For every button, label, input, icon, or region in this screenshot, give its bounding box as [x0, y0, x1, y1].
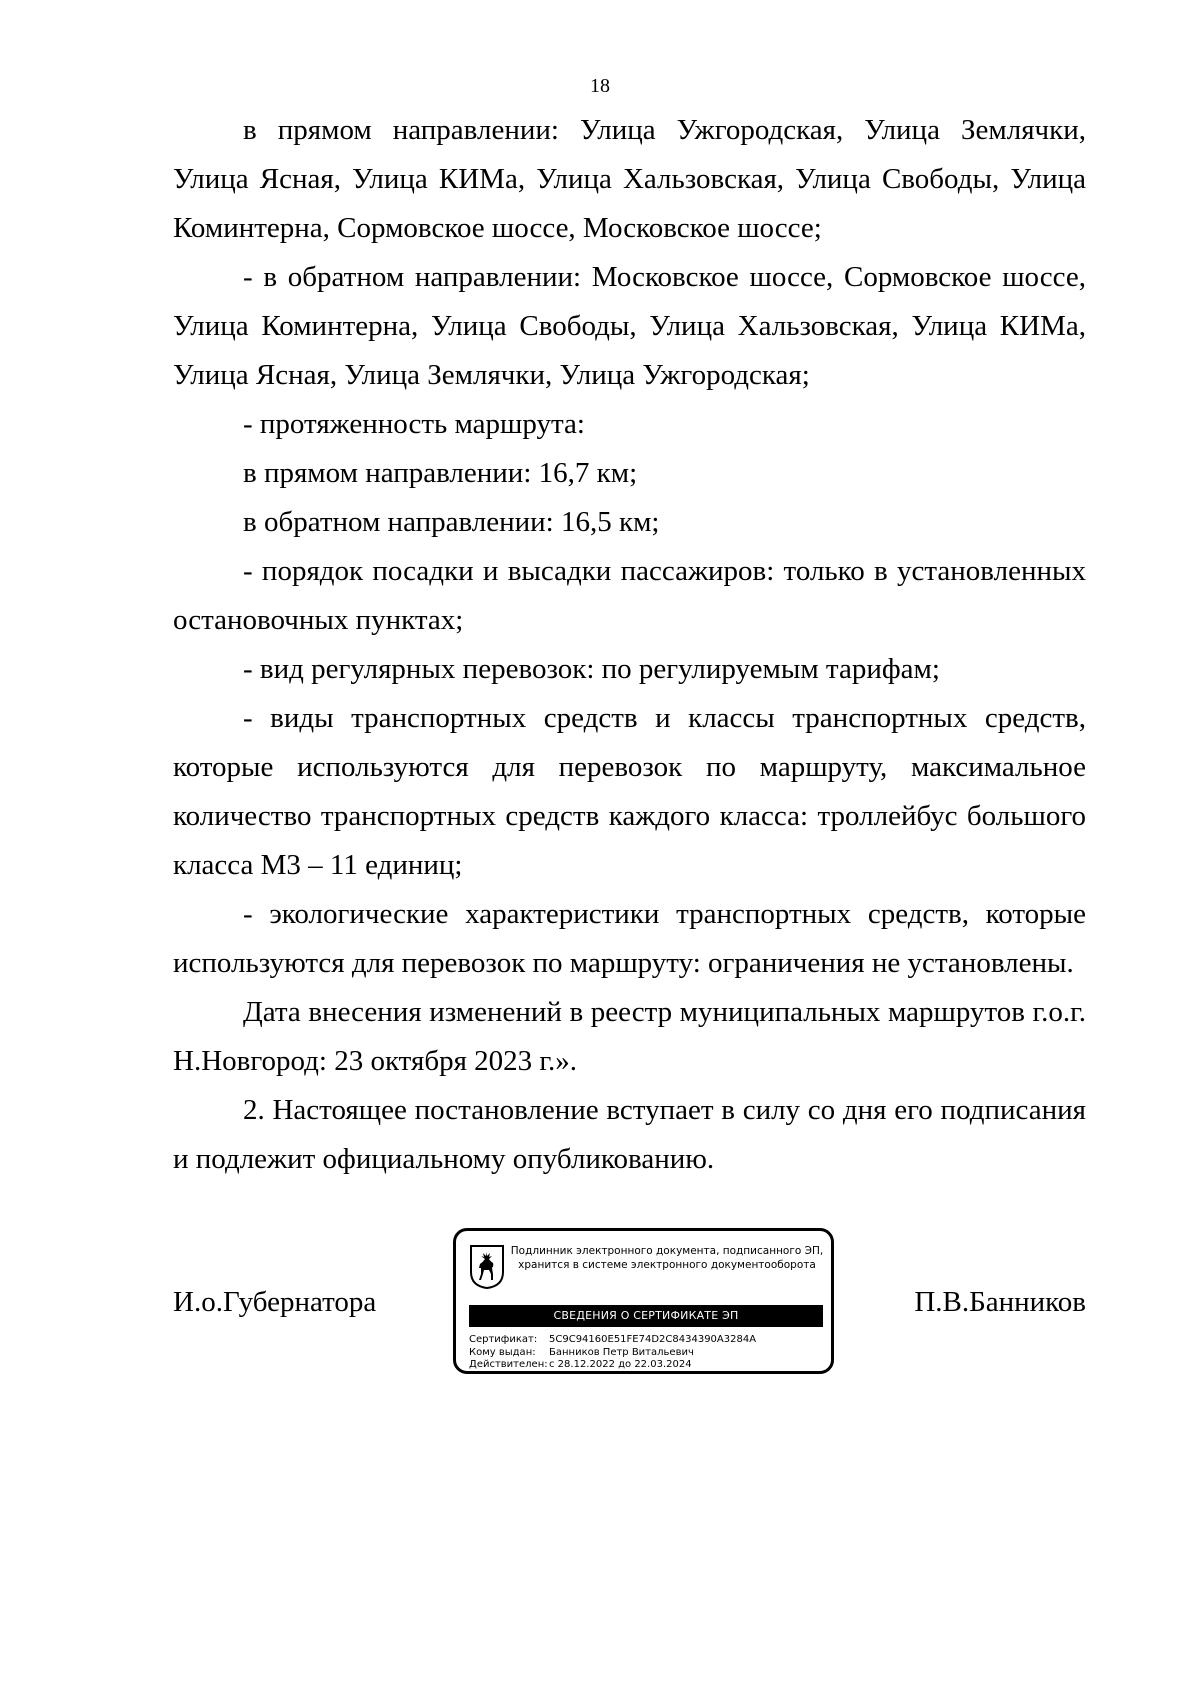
paragraph-transport-type: - вид регулярных перевозок: по регулируемым тарифам;: [243, 653, 940, 685]
issued-to-label: Кому выдан:: [469, 1346, 536, 1358]
paragraph-reverse-length: в обратном направлении: 16,5 км;: [243, 506, 660, 538]
paragraph-reverse-route: - в обратном направлении: Московское шоссе, Сормовское шоссе, Улица Коминтерна, Улица Свободы, Улица Хальзовская, Улица КИМа, Улица Ясная, Улица Землячки, Улица Ужгородская;: [173, 261, 1086, 391]
validity-value: с 28.12.2022 до 22.03.2024: [549, 1359, 692, 1370]
signatory-name: П.В.Банников: [914, 1286, 1086, 1318]
signatory-position: И.о.Губернатора: [173, 1286, 377, 1318]
electronic-signature-stamp: [453, 1228, 834, 1374]
certificate-value: 5C9C94160E51FE74D2C8434390A3284A: [549, 1334, 757, 1345]
certificate-label: Сертификат:: [469, 1334, 538, 1345]
stamp-header-line: Подлинник электронного документа, подписанного ЭП,: [510, 1245, 824, 1257]
page-number: 18: [590, 75, 610, 97]
paragraph-effective-clause: 2. Настоящее постановление вступает в силу со дня его подписания и подлежит официальному опубликованию.: [173, 1094, 1086, 1175]
document-body: [173, 106, 1086, 1184]
paragraph-boarding-order: - порядок посадки и высадки пассажиров: только в установленных остановочных пунктах;: [173, 555, 1086, 636]
paragraph-forward-length: в прямом направлении: 16,7 км;: [243, 457, 638, 489]
certificate-row: [469, 1334, 829, 1347]
paragraph-forward-route: в прямом направлении: Улица Ужгородская, Улица Землячки, Улица Ясная, Улица КИМа, Улица Хальзовская, Улица Свободы, Улица Коминтерна, Сормовское шоссе, Московское шоссе;: [173, 114, 1086, 244]
nizhny-novgorod-deer-emblem-icon: [469, 1244, 505, 1290]
stamp-header: [508, 1244, 826, 1272]
paragraph-registry-date: Дата внесения изменений в реестр муниципальных маршрутов г.о.г. Н.Новгород: 23 октября 2023 г.».: [173, 996, 1086, 1077]
paragraph-ecology: - экологические характеристики транспортных средств, которые используются для перевозок по маршруту: ограничения не установлены.: [173, 898, 1086, 979]
issued-to-row: [469, 1347, 829, 1360]
validity-row: [469, 1359, 829, 1372]
validity-label: Действителен:: [469, 1359, 548, 1370]
issued-to-value: Банников Петр Витальевич: [549, 1346, 694, 1358]
paragraph-vehicle-classes: - виды транспортных средств и классы транспортных средств, которые используются для перевозок по маршруту, максимальное количество транспортных средств каждого класса: троллейбус большого класса М3 – 11 единиц;: [173, 702, 1086, 881]
certificate-details: [469, 1334, 829, 1372]
certificate-info-bar: СВЕДЕНИЯ О СЕРТИФИКАТЕ ЭП: [469, 1305, 823, 1327]
stamp-header-line: хранится в системе электронного документооборота: [518, 1259, 816, 1271]
paragraph-route-length: - протяженность маршрута:: [243, 408, 585, 440]
